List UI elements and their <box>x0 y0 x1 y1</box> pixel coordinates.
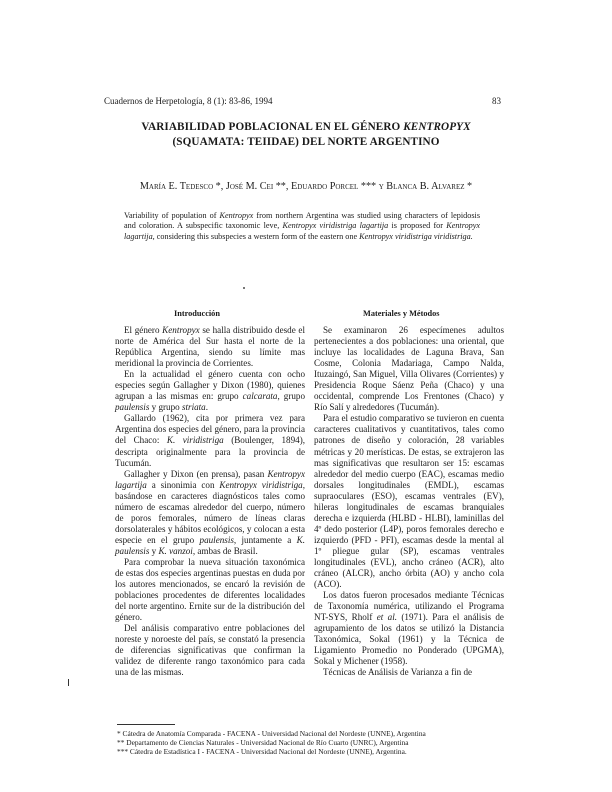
methods-paragraph-2: Para el estudio comparativo se tuvieron en cuenta caracteres cualitativos y cuantitativos, tales como patrones de diseño y coloración, 28 variables métricas y 20 merísticas. De estas, se extrajeron las mas significativas que resultaron ser 15: escamas alrededor del medio cuerpo (EAC), escamas medio dorsales longitudinales (EMDL), escamas supraoculares (ESO), escamas ventrales (EV), hileras longitudinales de escamas branquiales derecha e izquierda (HLBD - HLBI), laminillas del 4º dedo posterior (L4P), poros femorales derecho e izquierdo (PFD - PFI), escamas desde la mental al 1º pliegue gular (SP), escamas ventrales longitudinales (EVL), ancho cráneo (ACR), alto cráneo (ALCR), ancho órbita (AO) y ancho cola (ACO). <box>314 413 504 590</box>
methods-column <box>314 325 504 679</box>
separator-mark <box>243 287 245 289</box>
article-title <box>60 120 552 150</box>
margin-mark <box>68 679 69 686</box>
methods-paragraph-1: Se examinaron 26 especímenes adultos pertenecientes a dos poblaciones: una oriental, que incluye las localidades de Laguna Brava, San Cosme, Colonia Madariaga, Campo Nalda, Ituzaingó, San Miguel, Villa Olivares (Corrientes) y Presidencia Roque Sáenz Peña (Chaco) y una occidental, comprende Los Frentones (Chaco) y Río Salí y alrededores (Tucumán). <box>314 325 504 413</box>
intro-paragraph-4: Gallagher y Dixon (en prensa), pasan Kentropyx lagartija a sinonimia con Kentropyx viridistriga, basándose en caracteres diagnósticos tales como número de escamas alrededor del cuerpo, número de poros femorales, número de líneas claras dorsolaterales y hábitos ecológicos, y colocan a esta especie en el grupo paulensis, juntamente a K. paulensis y K. vanzoi, ambas de Brasil. <box>115 468 305 556</box>
page-number: 83 <box>492 96 501 106</box>
introduction-column <box>115 325 305 679</box>
methods-paragraph-4: Técnicas de Análisis de Varianza a fin de <box>323 667 473 678</box>
title-line-2: (SQUAMATA: TEIIDAE) DEL NORTE ARGENTINO <box>172 136 440 148</box>
authors: María E. Tedesco *, José M. Cei **, Eduardo Porcel *** y Blanca B. Alvarez * <box>139 181 473 192</box>
footnotes <box>117 729 517 756</box>
footnote-3: *** Cátedra de Estadística I - FACENA - Universidad Nacional del Nordeste (UNNE), Argentina. <box>117 747 407 756</box>
intro-paragraph-1: El género Kentropyx se halla distribuido desde el norte de América del Sur hasta el norte de la República Argentina, siendo su límite mas meridional la provincia de Corrientes. <box>115 325 305 369</box>
abstract: Variability of population of Kentropyx from northern Argentina was studied using characters of lepidosis and coloration. A subspecific taxonomic leve, Kentropyx viridistriga lagartija is proposed for Kentropyx lagartija, considering this subspecies a western form of the eastern one Kentropyx viridistriga viridistriga. <box>124 211 481 241</box>
intro-paragraph-2: En la actualidad el género cuenta con ocho especies según Gallagher y Dixon (1980), quienes agrupan a las mismas en: grupo calcarata, grupo paulensis y grupo striata. <box>115 369 305 413</box>
intro-paragraph-6: Del análisis comparativo entre poblaciones del noreste y noroeste del país, se constató la presencia de diferencias significativas que confirman la validez de diferente rango taxonómico para cada una de las mismas. <box>115 623 305 678</box>
running-head: Cuadernos de Herpetología, 8 (1): 83-86, 1994 <box>104 96 273 106</box>
methods-heading: Materiales y Métodos <box>363 309 440 318</box>
footnote-1: * Cátedra de Anatomía Comparada - FACENA - Universidad Nacional del Nordeste (UNNE), Argentina <box>117 729 426 738</box>
footnote-rule <box>117 724 175 725</box>
intro-paragraph-3: Gallardo (1962), cita por primera vez para Argentina dos especies del género, para la provincia del Chaco: K. viridistriga (Boulenger, 1894), descripta originalmente para la provincia de Tucumán. <box>115 413 305 468</box>
introduction-heading: Introducción <box>174 309 220 318</box>
intro-paragraph-5: Para comprobar la nueva situación taxonómica de estas dos especies argentinas puestas en duda por los autores mencionados, se encaró la revisión de poblaciones procedentes de diferentes localidades del norte argentino. Ernite sur de la distribución del género. <box>115 556 305 623</box>
title-genus: KENTROPYX <box>403 121 471 133</box>
title-line-1: VARIABILIDAD POBLACIONAL EN EL GÉNERO KENTROPYX <box>141 121 471 133</box>
footnote-2: ** Departamento de Ciencias Naturales - Universidad Nacional de Río Cuarto (UNRC), Argentina <box>117 738 409 747</box>
methods-paragraph-3: Los datos fueron procesados mediante Técnicas de Taxonomía numérica, utilizando el Programa NT-SYS, Rholf et al. (1971). Para el análisis de agrupamiento de los datos se utilizó la Distancia Taxonómica, Sokal (1961) y la Técnica de Ligamiento Promedio no Ponderado (UPGMA), Sokal y Michener (1958). <box>314 590 504 667</box>
